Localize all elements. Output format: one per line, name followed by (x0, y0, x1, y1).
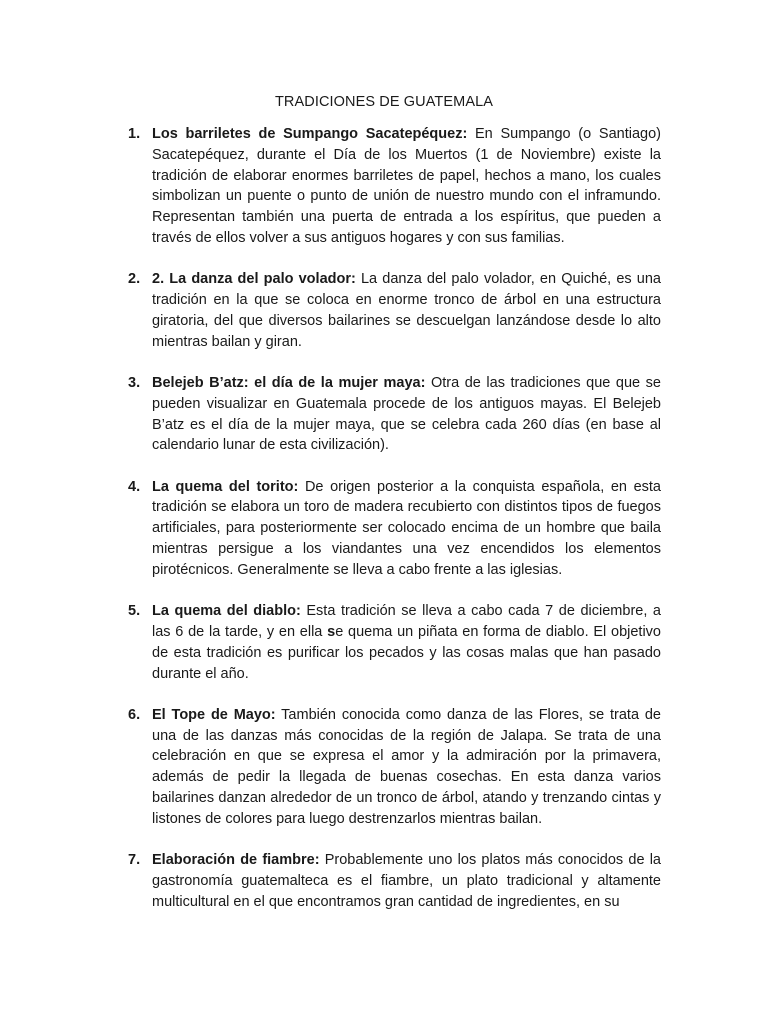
list-item (130, 850, 661, 912)
list-item (130, 124, 661, 249)
item-heading: La quema del torito: (152, 478, 299, 495)
item-number: 7. (128, 852, 141, 869)
item-heading: Belejeb B’atz: el día de la mujer maya: (152, 374, 426, 391)
item-number: 2. (128, 271, 141, 288)
item-body: De origen posterior a la conquista española, en esta tradición se elabora un toro de madera recubierto con distintos tipos de fuegos artificiales, para posteriormente ser colocado encima de un hombre que baila mientras persigue a los viandantes una vez encendidos los elementos pirotécnicos. Generalmente se lleva a cabo frente a las iglesias. (152, 478, 661, 578)
list-item (130, 601, 661, 684)
item-number: 3. (128, 374, 141, 391)
item-body: Esta tradición se lleva a cabo cada 7 de diciembre, a las 6 de la tarde, y en ella (152, 603, 661, 640)
item-body: Probablemente uno los platos más conocidos de la gastronomía guatemalteca es el fiambre, un plato tradicional y altamente multicultural en el que encontramos gran cantidad de ingredientes, en su (152, 852, 661, 910)
item-body: También conocida como danza de las Flores, se trata de una de las danzas más conocidas de la región de Jalapa. Se trata de una celebración en que se expresa el amor y la admiración por la primavera, además de pedir la llegada de buenas cosechas. En esta danza varios bailarines danzan alrededor de un tronco de árbol, atando y trenzando cintas y listones de colores para luego destrenzarlos mientras bailan. (152, 706, 661, 827)
item-number: 4. (128, 478, 141, 495)
item-heading: 2. La danza del palo volador: (152, 271, 356, 288)
list-item (130, 373, 661, 456)
item-heading: Elaboración de fiambre: (152, 852, 320, 869)
item-heading: La quema del diablo: (152, 603, 301, 620)
list-item (130, 477, 661, 581)
item-body-continued: e quema un piñata en forma de diablo. El objetivo de esta tradición es purificar los pecados y las cosas malas que han pasado durante el año. (152, 623, 661, 682)
list-item (130, 269, 661, 352)
item-body: Otra de las tradiciones que que se pueden visualizar en Guatemala procede de los antiguos mayas. El Belejeb B’atz es el día de la mujer maya, que se celebra cada 260 días (en base al calendario lunar de esta civilización). (152, 374, 661, 454)
traditions-list (130, 124, 661, 933)
list-item (130, 705, 661, 830)
item-body-bold-letter: s (327, 623, 336, 640)
item-heading: El Tope de Mayo: (152, 706, 276, 723)
item-number: 1. (128, 126, 141, 142)
item-number: 5. (128, 603, 141, 620)
document-title: TRADICIONES DE GUATEMALA (274, 94, 494, 110)
item-number: 6. (128, 706, 141, 723)
item-body: La danza del palo volador, en Quiché, es una tradición en la que se coloca en enorme tronco de árbol en una estructura giratoria, del que diversos bailarines se descuelgan lanzándose desde lo alto mientras bailan y giran. (152, 271, 661, 350)
item-heading: Los barriletes de Sumpango Sacatepéquez: (152, 126, 468, 142)
item-body: En Sumpango (o Santiago) Sacatepéquez, durante el Día de los Muertos (1 de Noviembre) existe la tradición de elaborar enormes barriletes de papel, hechos a mano, los cuales simbolizan un puente o punto de unión de nuestro mundo con el inframundo. Representan también una puerta de entrada a los espíritus, que pueden a través de ellos volver a sus antiguos hogares y con sus familias. (152, 126, 661, 246)
